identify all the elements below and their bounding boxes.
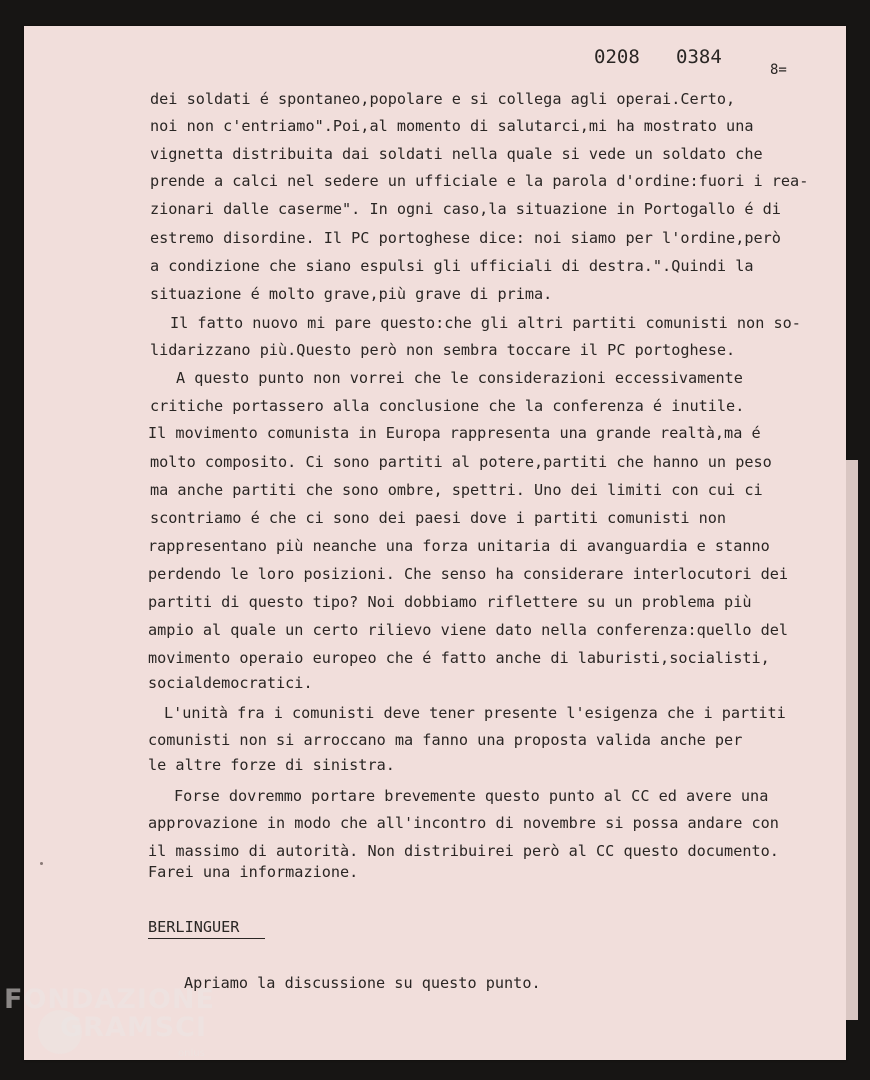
text-line: situazione é molto grave,più grave di prima. — [150, 285, 553, 303]
text-line: movimento operaio europeo che é fatto anche di laburisti,socialisti, — [148, 649, 770, 667]
text-line: scontriamo é che ci sono dei paesi dove i partiti comunisti non — [150, 509, 727, 527]
doc-number-1: 0208 — [594, 46, 640, 68]
doc-number-2: 0384 — [676, 46, 722, 68]
text-line: Farei una informazione. — [148, 863, 359, 881]
text-line: il massimo di autorità. Non distribuirei però al CC questo documento. — [148, 842, 779, 860]
text-line: approvazione in modo che all'incontro di novembre si possa andare con — [148, 814, 779, 832]
text-line: Forse dovremmo portare brevemente questo punto al CC ed avere una — [174, 787, 769, 805]
text-line: socialdemocratici. — [148, 674, 313, 692]
text-line: rappresentano più neanche una forza unitaria di avanguardia e stanno — [148, 537, 770, 555]
text-line: molto composito. Ci sono partiti al potere,partiti che hanno un peso — [150, 453, 772, 471]
text-line: ma anche partiti che sono ombre, spettri. Uno dei limiti con cui ci — [150, 481, 763, 499]
text-line: zionari dalle caserme". In ogni caso,la situazione in Portogallo é di — [150, 200, 781, 218]
text-line: noi non c'entriamo".Poi,al momento di salutarci,mi ha mostrato una — [150, 117, 754, 135]
closing-line: Apriamo la discussione su questo punto. — [184, 974, 541, 992]
text-line: Il fatto nuovo mi pare questo:che gli altri partiti comunisti non so- — [170, 314, 801, 332]
text-line: vignetta distribuita dai soldati nella quale si vede un soldato che — [150, 145, 763, 163]
text-line: partiti di questo tipo? Noi dobbiamo riflettere su un problema più — [148, 593, 752, 611]
text-line: prende a calci nel sedere un ufficiale e la parola d'ordine:fuori i rea- — [150, 172, 809, 190]
watermark-onlus: onlus — [178, 1048, 205, 1059]
text-line: lidarizzano più.Questo però non sembra toccare il PC portoghese. — [150, 341, 736, 359]
text-line: perdendo le loro posizioni. Che senso ha considerare interlocutori dei — [148, 565, 789, 583]
watermark-gramsci: GRAMSCI — [60, 1012, 208, 1043]
text-line: critiche portassero alla conclusione che la conferenza é inutile. — [150, 397, 745, 415]
paper-speck — [40, 862, 43, 865]
text-line: L'unità fra i comunisti deve tener presente l'esigenza che i partiti — [164, 704, 786, 722]
text-line: le altre forze di sinistra. — [148, 756, 395, 774]
text-line: A questo punto non vorrei che le considerazioni eccessivamente — [176, 369, 743, 387]
text-line: Il movimento comunista in Europa rappresenta una grande realtà,ma é — [148, 424, 761, 442]
text-line: estremo disordine. Il PC portoghese dice: noi siamo per l'ordine,però — [150, 229, 781, 247]
text-line: a condizione che siano espulsi gli ufficiali di destra.".Quindi la — [150, 257, 754, 275]
watermark-fondazione: FONDAZIONE — [4, 984, 215, 1015]
text-line: comunisti non si arroccano ma fanno una proposta valida anche per — [148, 731, 743, 749]
text-line: ampio al quale un certo rilievo viene dato nella conferenza:quello del — [148, 621, 789, 639]
text-line: dei soldati é spontaneo,popolare e si collega agli operai.Certo, — [150, 90, 736, 108]
speaker-name: BERLINGUER — [148, 918, 265, 939]
page-marker: 8= — [770, 62, 787, 78]
underlying-page-edge — [846, 460, 858, 1020]
